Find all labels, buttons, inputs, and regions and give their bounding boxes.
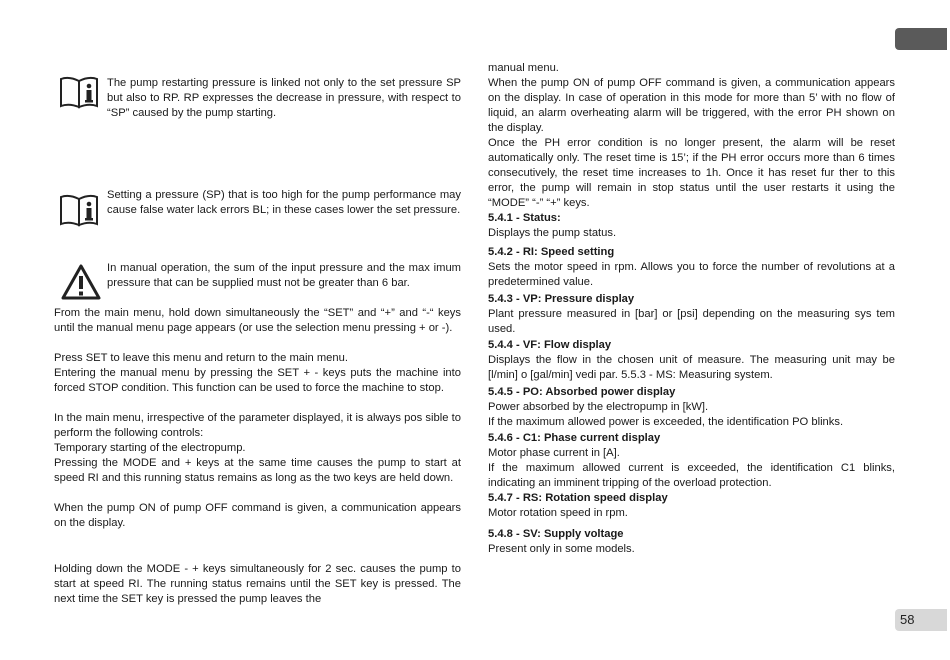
section-text: If the maximum allowed power is exceeded, the identification PO blinks. bbox=[488, 416, 844, 428]
section-text: Motor rotation speed in rpm. bbox=[488, 507, 628, 519]
paragraph: Holding down the MODE - + keys simultaneously for 2 sec. causes the pump to start at speed RI. The running status remains until the SET key is pressed. The next time the SET key is pressed the pump leaves the bbox=[54, 563, 461, 605]
paragraph: In the main menu, irrespective of the parameter displayed, it is always pos sible to perform the following controls: bbox=[54, 412, 461, 439]
note-text: The pump restarting pressure is linked not only to the set pressure SP but also to RP. RP expresses the decrease in pressure, with respect to “SP” caused by the pump starting. bbox=[107, 77, 461, 119]
manual-info-icon bbox=[57, 194, 101, 228]
section-heading: 5.4.5 - PO: Absorbed power display bbox=[488, 386, 676, 398]
paragraph: From the main menu, hold down simultaneously the “SET” and “+” and “-“ keys until the manual menu page appears (or use the selection menu pressing + or -). bbox=[54, 307, 461, 334]
section-text: Displays the flow in the chosen unit of measure. The measuring unit may be [l/min] o [gal/min] vedi par. 5.5.3 - MS: Measuring system. bbox=[488, 354, 895, 381]
section-heading: 5.4.2 - RI: Speed setting bbox=[488, 246, 615, 258]
section-text: Motor phase current in [A]. bbox=[488, 447, 620, 459]
paragraph: Entering the manual menu by pressing the SET + - keys puts the machine into forced STOP condition. This function can be used to force the machine to stop. bbox=[54, 367, 461, 394]
section-heading: 5.4.4 - VF: Flow display bbox=[488, 339, 612, 351]
paragraph: Once the PH error condition is no longer present, the alarm will be reset automatically only. The reset time is 15’; if the PH error occurs more than 6 times consecutively, the reset time increases to 1h. Once it has reset fur ther to this error, the pump will remain in stop status until the user restarts it using the “MODE” “-” “+” keys. bbox=[488, 137, 895, 209]
section-text: Displays the pump status. bbox=[488, 227, 617, 239]
note-text: Setting a pressure (SP) that is too high for the pump performance may cause false water lack errors BL; in these cases lower the set pressure. bbox=[107, 189, 461, 216]
warning-icon bbox=[61, 264, 105, 298]
section-text: Sets the motor speed in rpm. Allows you to force the number of revolutions at a predetermined value. bbox=[488, 261, 895, 288]
manual-info-icon bbox=[57, 76, 101, 110]
paragraph: Pressing the MODE and + keys at the same time causes the pump to start at speed RI and this running status remains as long as the two keys are held down. bbox=[54, 457, 461, 484]
paragraph: When the pump ON of pump OFF command is given, a communication appears on the display. In case of operation in this mode for more than 5’ with no flow of liquid, an alarm overheating alarm will be triggered, with the error PH shown on the display. bbox=[488, 77, 895, 134]
section-tab bbox=[895, 28, 947, 50]
section-heading: 5.4.6 - C1: Phase current display bbox=[488, 432, 661, 444]
paragraph: Press SET to leave this menu and return to the main menu. bbox=[54, 352, 348, 364]
section-text: Plant pressure measured in [bar] or [psi] depending on the measuring sys tem used. bbox=[488, 308, 895, 335]
page-number: 58 bbox=[895, 609, 947, 631]
paragraph: manual menu. bbox=[488, 62, 559, 74]
section-heading: 5.4.7 - RS: Rotation speed display bbox=[488, 492, 668, 504]
paragraph: When the pump ON of pump OFF command is given, a communication appears on the display. bbox=[54, 502, 461, 529]
section-heading: 5.4.3 - VP: Pressure display bbox=[488, 293, 635, 305]
warning-text: In manual operation, the sum of the input pressure and the max imum pressure that can be supplied must not be greater than 6 bar. bbox=[107, 262, 461, 289]
section-text: If the maximum allowed current is exceeded, the identification C1 blinks, indicating an imminent tripping of the overload protection. bbox=[488, 462, 895, 489]
section-heading: 5.4.1 - Status: bbox=[488, 212, 561, 224]
paragraph: Temporary starting of the electropump. bbox=[54, 442, 246, 454]
section-text: Present only in some models. bbox=[488, 543, 635, 555]
section-text: Power absorbed by the electropump in [kW]. bbox=[488, 401, 709, 413]
section-heading: 5.4.8 - SV: Supply voltage bbox=[488, 528, 624, 540]
